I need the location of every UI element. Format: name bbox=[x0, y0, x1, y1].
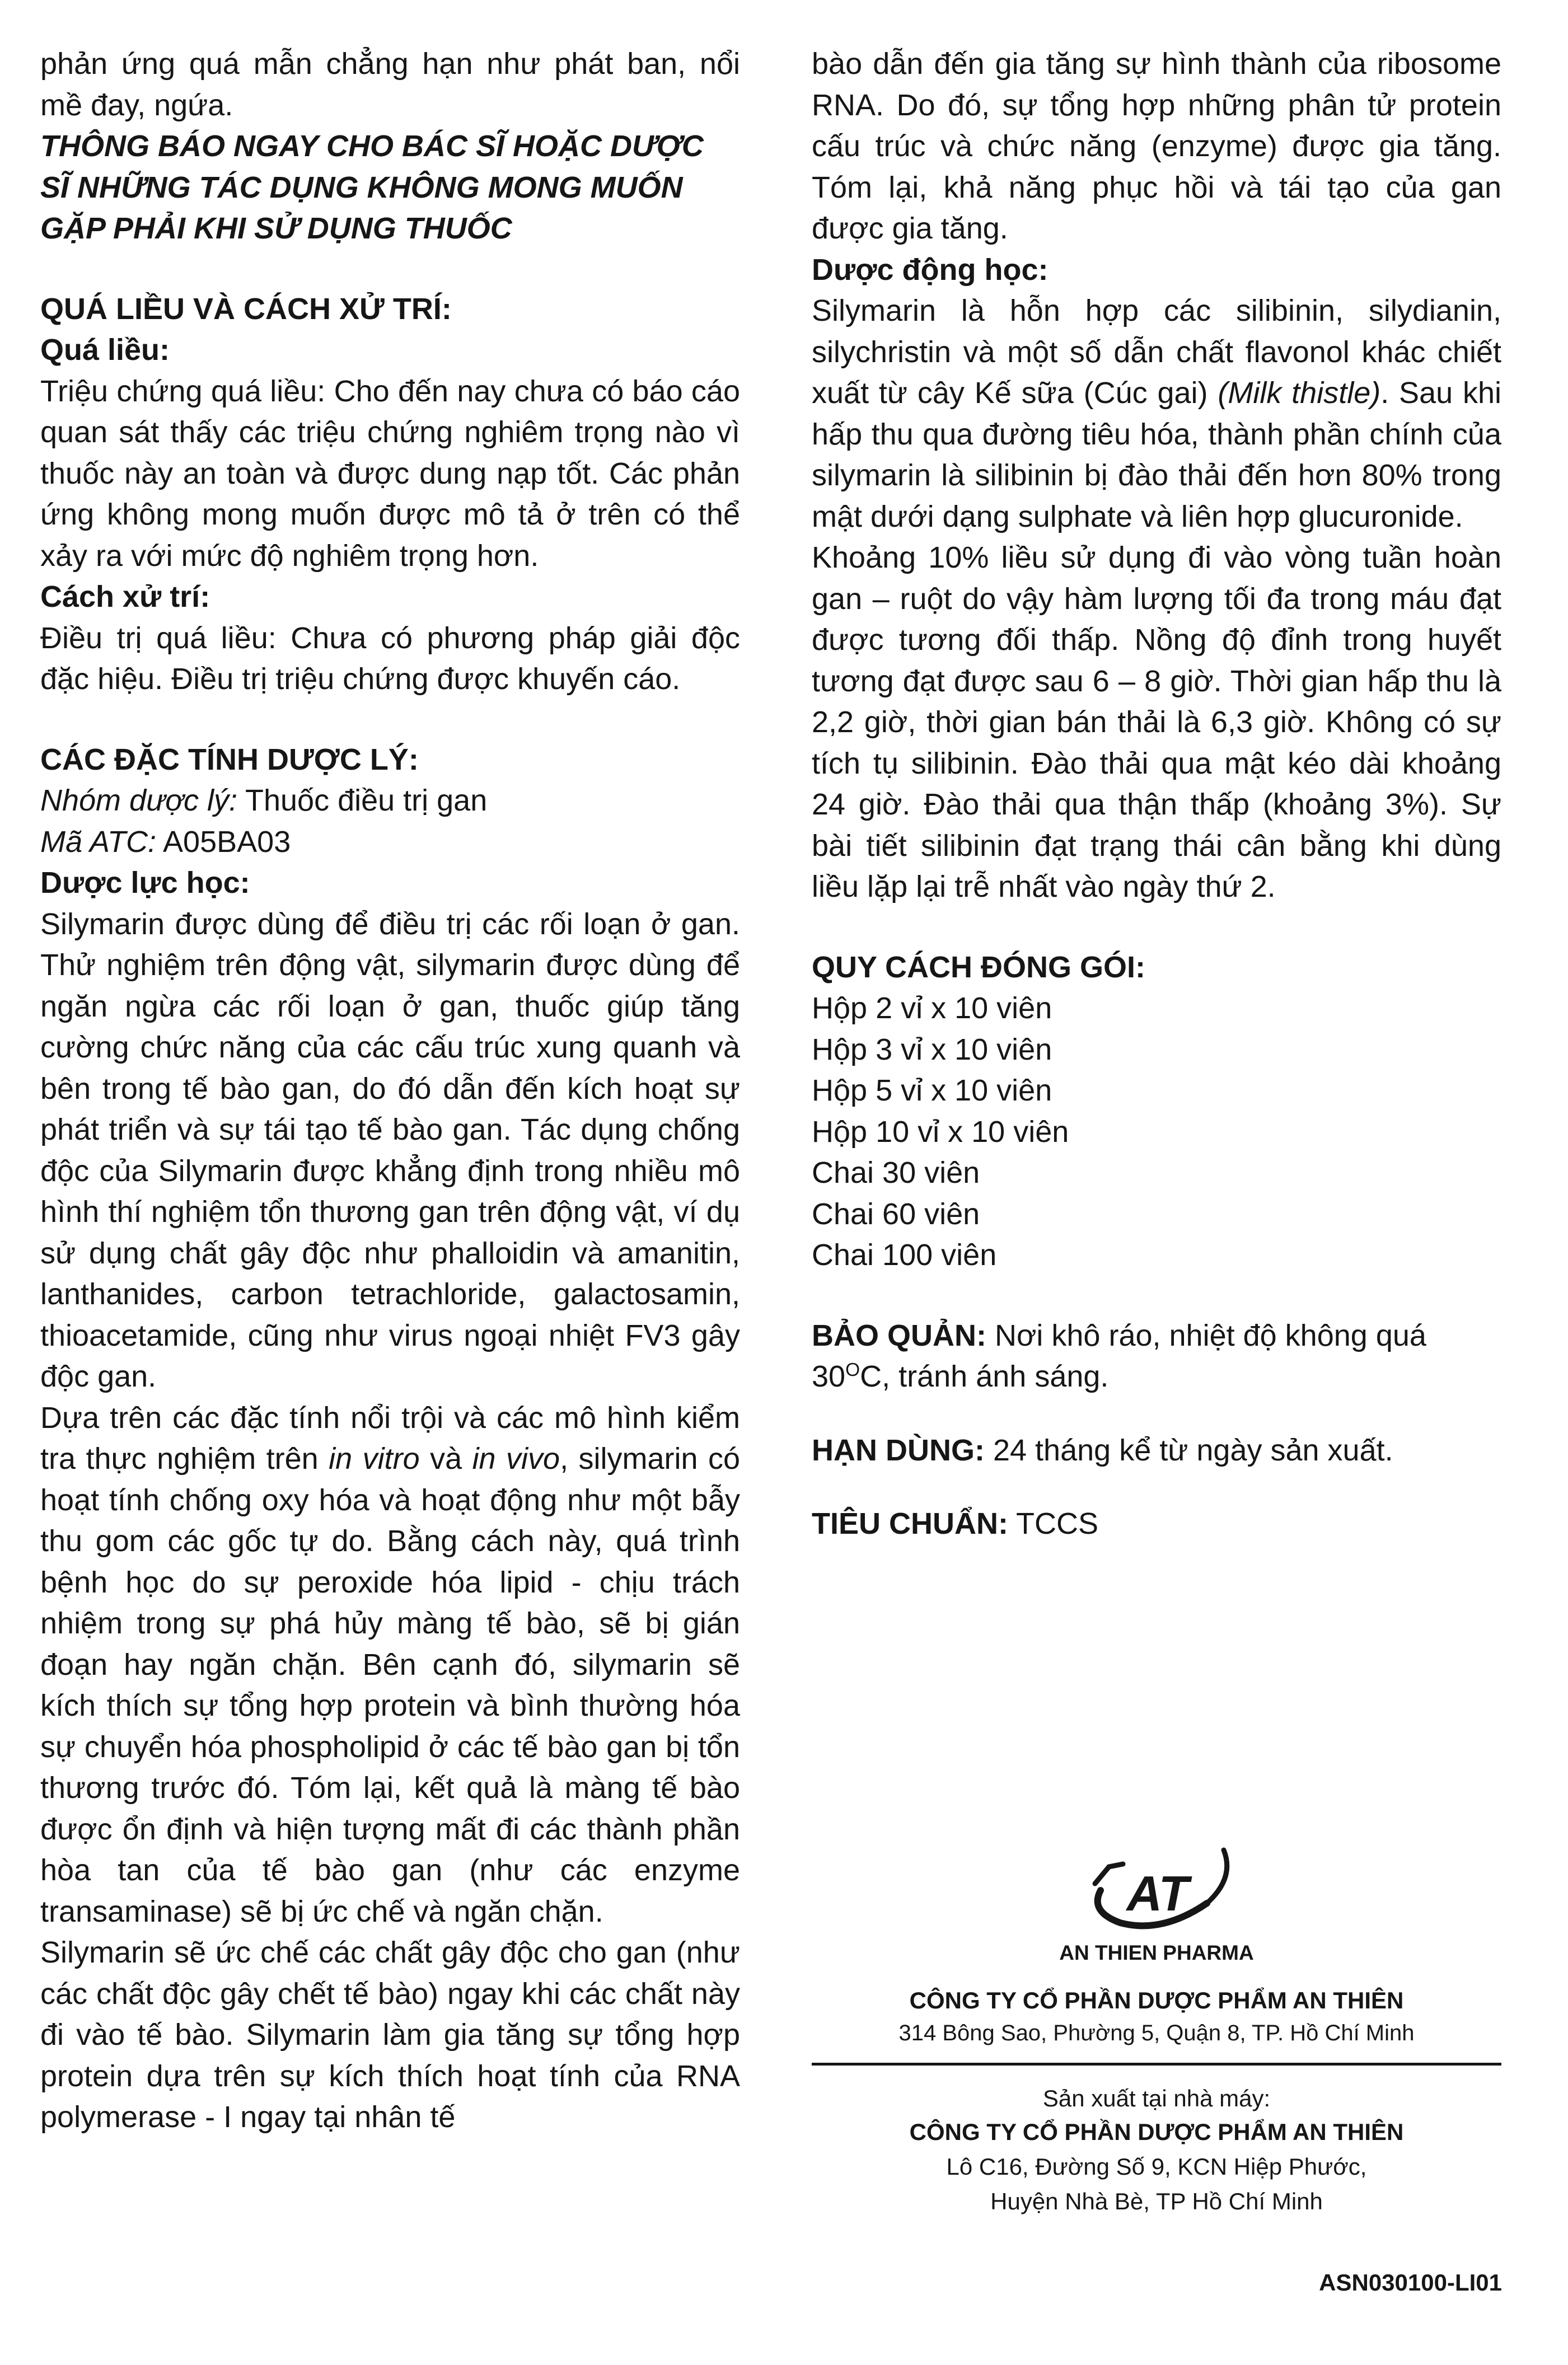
pharmacodynamics-paragraph-1: Silymarin được dùng để điều trị các rối loạn ở gan. Thử nghiệm trên động vật, silymarin được dùng để ngăn ngừa các rối loạn ở gan, thuốc giúp tăng cường chức năng của các cấu trúc xung quanh và bên trong tế bào gan, do đó dẫn đến kích hoạt sự phát triển và sự tái tạo tế bào gan. Tác dụng chống độc của Silymarin được khẳng định trong nhiều mô hình thí nghiệm tổn thương gan trên động vật, ví dụ sử dụng chất gây độc như phalloidin và amanitin, lanthanides, carbon tetrachloride, galactosamin, thioacetamide, cũng như virus ngoại nhiệt FV3 gây độc gan. bbox=[40, 907, 740, 1393]
standard-section bbox=[812, 1504, 1501, 1545]
expiry-label: HẠN DÙNG: bbox=[812, 1433, 985, 1467]
pharmacodynamics-heading: Dược lực học: bbox=[40, 866, 250, 900]
treatment-text: Điều trị quá liều: Chưa có phương pháp giải độc đặc hiệu. Điều trị triệu chứng được khuyến cáo. bbox=[40, 621, 740, 696]
in-vitro-term: in vitro bbox=[329, 1442, 420, 1476]
expiry-section bbox=[812, 1430, 1501, 1472]
factory-title: Sản xuất tại nhà máy: bbox=[1042, 2085, 1271, 2111]
text-run: Silymarin là hỗn hợp các silibinin, silydianin, silychristin và một số dẫn chất flavonol khác chiết xuất từ cây Kế sữa (Cúc gai) bbox=[812, 294, 1501, 410]
an-thien-logo bbox=[1067, 1839, 1246, 1934]
company-brand: AN THIEN PHARMA bbox=[1059, 1941, 1254, 1964]
list-item: Chai 60 viên bbox=[812, 1197, 980, 1231]
text-run: và bbox=[419, 1442, 472, 1476]
logo-lettering: AT bbox=[1126, 1866, 1189, 1921]
storage-section bbox=[812, 1315, 1501, 1398]
factory-name: CÔNG TY CỔ PHẦN DƯỢC PHẨM AN THIÊN bbox=[909, 2119, 1404, 2145]
pharmacokinetics-heading: Dược động học: bbox=[812, 252, 1049, 287]
in-vivo-term: in vivo bbox=[472, 1442, 560, 1476]
list-item: Hộp 5 vỉ x 10 viên bbox=[812, 1074, 1052, 1107]
pharmacology-heading: CÁC ĐẶC TÍNH DƯỢC LÝ: bbox=[40, 742, 419, 776]
storage-text: C, tránh ánh sáng. bbox=[860, 1360, 1109, 1393]
warning-notice: THÔNG BÁO NGAY CHO BÁC SĨ HOẶC DƯỢC SĨ NHỮNG TÁC DỤNG KHÔNG MONG MUỐN GẶP PHẢI KHI SỬ DỤNG THUỐC bbox=[40, 129, 704, 245]
storage-text: Nơi khô ráo, nhiệt độ không quá 30 bbox=[812, 1318, 1426, 1393]
overdose-subheading: Quá liều: bbox=[40, 333, 170, 367]
pharmacodynamics-paragraph-2 bbox=[40, 1398, 740, 1933]
treatment-subheading: Cách xử trí: bbox=[40, 580, 210, 614]
packaging-list bbox=[812, 988, 1501, 1276]
company-block bbox=[812, 1839, 1501, 2219]
pharmacodynamics-paragraph-3: Silymarin sẽ ức chế các chất gây độc cho gan (như các chất độc gây chết tế bào) ngay khi các chất này đi vào tế bào. Silymarin làm gia tăng sự tổng hợp protein dựa trên sự kích thích hoạt tính của RNA polymerase - I ngay tại nhân tế bbox=[40, 1936, 740, 2134]
standard-label: TIÊU CHUẨN: bbox=[812, 1507, 1008, 1540]
list-item: Hộp 2 vỉ x 10 viên bbox=[812, 991, 1052, 1025]
list-item: Chai 30 viên bbox=[812, 1156, 980, 1189]
expiry-text: 24 tháng kể từ ngày sản xuất. bbox=[984, 1433, 1393, 1467]
list-item: Chai 100 viên bbox=[812, 1238, 997, 1272]
left-column bbox=[40, 44, 740, 2138]
list-item: Hộp 3 vỉ x 10 viên bbox=[812, 1032, 1052, 1066]
intro-text: phản ứng quá mẫn chẳng hạn như phát ban, nổi mề đay, ngứa. bbox=[40, 47, 740, 122]
pharmacologic-group bbox=[40, 780, 740, 822]
company-name: CÔNG TY CỔ PHẦN DƯỢC PHẨM AN THIÊN bbox=[909, 1987, 1404, 2013]
atc-value: A05BA03 bbox=[156, 825, 291, 859]
pharmacodynamics-continued: bào dẫn đến gia tăng sự hình thành của ribosome RNA. Do đó, sự tổng hợp những phân tử protein cấu trúc và chức năng (enzyme) được gia tăng. Tóm lại, khả năng phục hồi và tái tạo của gan được gia tăng. bbox=[812, 47, 1501, 245]
group-value: Thuốc điều trị gan bbox=[237, 784, 488, 817]
atc-label: Mã ATC: bbox=[40, 825, 157, 859]
group-label: Nhóm dược lý: bbox=[40, 784, 237, 817]
company-address: 314 Bông Sao, Phường 5, Quận 8, TP. Hồ Chí Minh bbox=[898, 2021, 1415, 2045]
list-item: Hộp 10 vỉ x 10 viên bbox=[812, 1114, 1069, 1149]
degree-sign: O bbox=[845, 1360, 860, 1380]
factory-address-line-1: Lô C16, Đường Số 9, KCN Hiệp Phước, bbox=[946, 2153, 1367, 2180]
packaging-heading: QUY CÁCH ĐÓNG GÓI: bbox=[812, 950, 1146, 984]
standard-text: TCCS bbox=[1008, 1507, 1099, 1540]
storage-label: BẢO QUẢN: bbox=[812, 1318, 986, 1352]
text-run: . Sau khi hấp thu qua đường tiêu hóa, thành phần chính của silymarin là silibinin bị đào thải đến hơn 80% trong mật dưới dạng sulphate và liên hợp glucuronide. bbox=[812, 376, 1501, 533]
pharmacokinetics-paragraph-1 bbox=[812, 291, 1501, 537]
atc-code bbox=[40, 822, 740, 863]
pharmacokinetics-paragraph-2: Khoảng 10% liều sử dụng đi vào vòng tuần hoàn gan – ruột do vậy hàm lượng tối đa trong máu đạt được tương đối thấp. Nồng độ đỉnh trong huyết tương đạt được sau 6 – 8 giờ. Thời gian hấp thu là 2,2 giờ, thời gian bán thải là 6,3 giờ. Không có sự tích tụ silibinin. Đào thải qua mật kéo dài khoảng 24 giờ. Đào thải qua thận thấp (khoảng 3%). Sự bài tiết silibinin đạt trạng thái cân bằng khi dùng liều lặp lại trễ nhất vào ngày thứ 2. bbox=[812, 541, 1501, 903]
right-column bbox=[812, 44, 1501, 1545]
document-code: ASN030100-LI01 bbox=[1319, 2269, 1502, 2296]
overdose-heading: QUÁ LIỀU VÀ CÁCH XỬ TRÍ: bbox=[40, 292, 452, 326]
latin-name: (Milk thistle) bbox=[1218, 376, 1381, 410]
text-run: , silymarin có hoạt tính chống oxy hóa và hoạt động như một bẫy thu gom các gốc tự do. Bằng cách này, quá trình bệnh học do sự peroxide hóa lipid - chịu trách nhiệm trong sự phá hủy màng tế bào, sẽ bị gián đoạn hay ngăn chặn. Bên cạnh đó, silymarin sẽ kích thích sự tổng hợp protein và bình thường hóa sự chuyển hóa phospholipid ở các tế bào gan bị tổn thương trước đó. Tóm lại, kết quả là màng tế bào được ổn định và hiện tượng mất đi các thành phần hòa tan của tế bào gan (như các enzyme transaminase) sẽ bị ức chế và ngăn chặn. bbox=[40, 1442, 741, 1928]
divider bbox=[812, 2063, 1501, 2066]
text-run: Dựa trên các đặc tính nổi trội và các mô hình kiểm tra thực nghiệm trên bbox=[40, 1401, 740, 1476]
overdose-text: Triệu chứng quá liều: Cho đến nay chưa có báo cáo quan sát thấy các triệu chứng nghiêm trọng nào vì thuốc này an toàn và được dung nạp tốt. Các phản ứng không mong muốn được mô tả ở trên có thể xảy ra với mức độ nghiêm trọng hơn. bbox=[40, 374, 740, 573]
factory-address-line-2: Huyện Nhà Bè, TP Hồ Chí Minh bbox=[990, 2188, 1323, 2214]
